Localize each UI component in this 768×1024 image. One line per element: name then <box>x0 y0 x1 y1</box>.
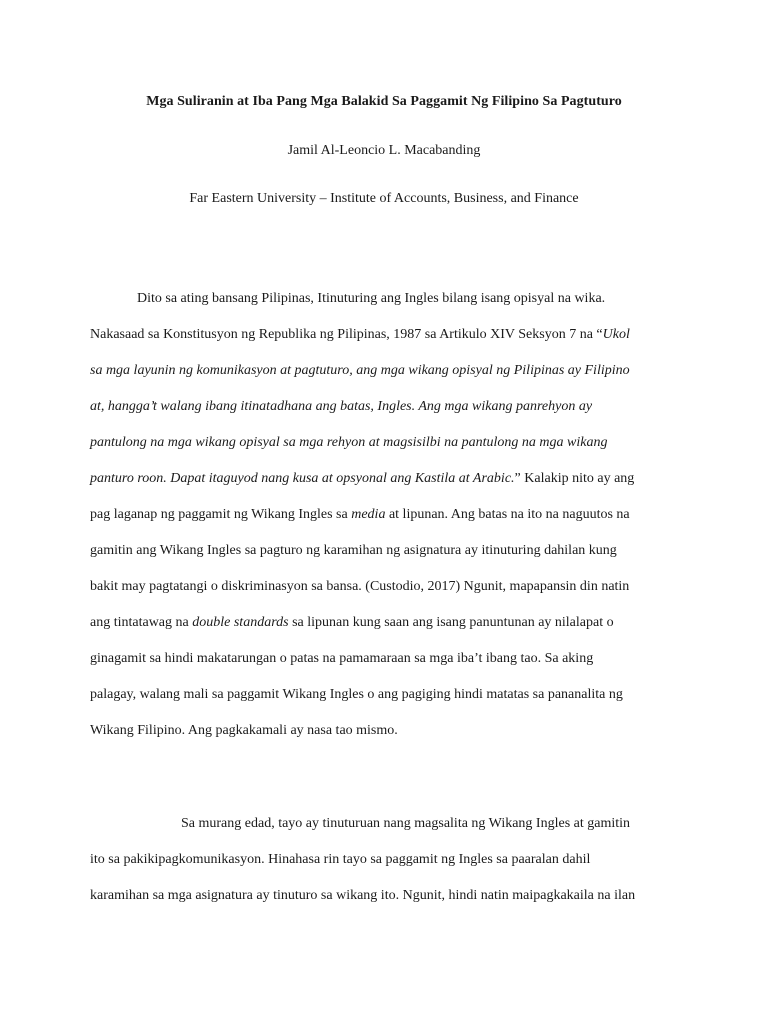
author-name: Jamil Al-Leoncio L. Macabanding <box>287 143 481 158</box>
paragraph-line: palagay, walang mali sa paggamit Wikang Ingles o ang pagiging hindi matatas sa pananalita ng <box>90 687 623 702</box>
paragraph-line: bakit may pagtatangi o diskriminasyon sa bansa. (Custodio, 2017) Ngunit, mapapansin din natin <box>90 579 630 594</box>
body-paragraph-2 <box>90 806 690 914</box>
paragraph-line: Nakasaad sa Konstitusyon ng Republika ng Pilipinas, 1987 sa Artikulo XIV Seksyon 7 na “Ukol <box>90 327 630 342</box>
body-paragraph-1 <box>90 281 690 749</box>
paragraph-line: karamihan sa mga asignatura ay tinuturo sa wikang ito. Ngunit, hindi natin maipagkakaila na ilan <box>90 888 636 903</box>
paragraph-line: Dito sa ating bansang Pilipinas, Itinuturing ang Ingles bilang isang opisyal na wika. <box>137 291 606 306</box>
paragraph-line: pag laganap ng paggamit ng Wikang Ingles sa media at lipunan. Ang batas na ito na naguutos na <box>90 507 630 522</box>
paragraph-line: ginagamit sa hindi makatarungan o patas na pamamaraan sa mga iba’t ibang tao. Sa aking <box>90 651 594 666</box>
paragraph-line: Wikang Filipino. Ang pagkakamali ay nasa tao mismo. <box>90 723 398 738</box>
paragraph-line: sa mga layunin ng komunikasyon at pagtuturo, ang mga wikang opisyal ng Pilipinas ay Filipino <box>90 363 630 378</box>
paragraph-line: pantulong na mga wikang opisyal sa mga rehyon at magsisilbi na pantulong na mga wikang <box>90 435 608 450</box>
author-affiliation: Far Eastern University – Institute of Accounts, Business, and Finance <box>189 191 579 206</box>
paragraph-line: Sa murang edad, tayo ay tinuturuan nang magsalita ng Wikang Ingles at gamitin <box>181 816 631 831</box>
paragraph-line: panturo roon. Dapat itaguyod nang kusa at opsyonal ang Kastila at Arabic.” Kalakip nito ay ang <box>90 471 635 486</box>
paragraph-line: gamitin ang Wikang Ingles sa pagturo ng karamihan ng asignatura ay itinuturing dahilan kung <box>90 543 617 558</box>
paragraph-line: ang tintatawag na double standards sa lipunan kung saan ang isang panuntunan ay nilalapat o <box>90 615 614 630</box>
paragraph-line: ito sa pakikipagkomunikasyon. Hinahasa rin tayo sa paggamit ng Ingles sa paaralan dahil <box>90 852 591 867</box>
paragraph-line: at, hangga’t walang ibang itinatadhana ang batas, Ingles. Ang mga wikang panrehyon ay <box>90 399 593 414</box>
document-title: Mga Suliranin at Iba Pang Mga Balakid Sa Paggamit Ng Filipino Sa Pagtuturo <box>146 94 622 109</box>
